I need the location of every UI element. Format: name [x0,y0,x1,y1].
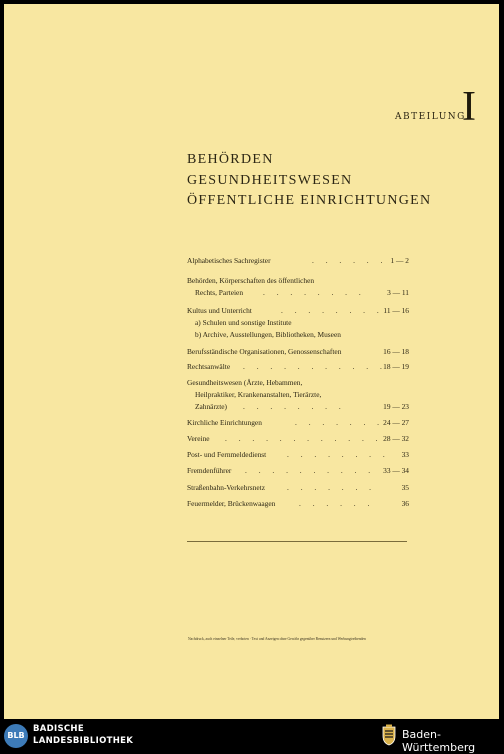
toc-entry-label: Zahnärzte) [195,402,228,411]
toc-leader-dots: . . . . . . . [287,483,377,492]
toc-entry-label: Alphabetisches Sachregister [187,256,271,265]
toc-leader-dots: . . . . . . . . . . . [243,362,387,371]
toc-entry-label: Fremdenführer [187,466,232,475]
toc-leader-dots: . . . . . . . . [281,306,384,315]
title-line-1: BEHÖRDEN [187,152,274,167]
toc-entry-label: Feuermelder, Brückenwaagen [187,499,276,508]
toc-entry-label: Straßenbahn-Verkehrsnetz [187,483,265,492]
horizontal-divider [187,541,407,542]
toc-page-range: 16 — 18 [383,347,409,356]
library-name-line-2: LANDESBIBLIOTHEK [33,736,134,746]
library-name-line-1: BADISCHE [33,724,84,734]
toc-page-range: 11 — 16 [383,306,409,315]
toc-entry-label: Behörden, Körperschaften des öffentlichen [187,276,315,285]
toc-entry-label: Gesundheitswesen (Ärzte, Hebammen, [187,378,303,387]
toc-page-range: 18 — 19 [383,362,409,371]
title-line-3: ÖFFENTLICHE EINRICHTUNGEN [187,193,432,208]
toc-page-range: 24 — 27 [383,418,409,427]
division-label: ABTEILUNG [395,112,466,122]
toc-entry-label: Kultus und Unterricht [187,306,252,315]
toc-page-range: 36 [401,499,409,508]
toc-leader-dots: . . . . . . . . [287,450,390,459]
toc-leader-dots: . . . . . . . . . . [245,466,376,475]
blb-logo-icon[interactable]: BLB [4,724,28,748]
toc-entry-label: a) Schulen und sonstige Institute [195,318,292,327]
toc-page-range: 19 — 23 [383,402,409,411]
toc-entry-label: Kirchliche Einrichtungen [187,418,262,427]
baden-wuerttemberg-crest-icon [381,724,397,746]
toc-entry-label: Rechtsanwälte [187,362,231,371]
toc-leader-dots: . . . . . . [299,499,375,508]
copyright-footnote: Nachdruck, auch einzelner Teile, verboten · Text und Anzeigen ohne Gewähr gegenüber Benutzern und Werbungtreibenden [188,637,366,641]
title-line-2: GESUNDHEITSWESEN [187,173,353,188]
toc-leader-dots: . . . . . . [312,256,388,265]
state-name: Baden-Württemberg [402,728,476,754]
toc-entry-label: Vereine [187,434,210,443]
toc-page-range: 1 — 2 [390,256,409,265]
toc-page-range: 33 [401,450,409,459]
toc-page-range: 35 [401,483,409,492]
toc-leader-dots: . . . . . . . . [263,288,366,297]
toc-leader-dots: . . . . . . . [295,418,385,427]
toc-entry-label: Heilpraktiker, Krankenanstalten, Tierärzte, [195,390,322,399]
toc-entry-label: Rechts, Parteien [195,288,244,297]
division-number: I [462,84,476,130]
toc-page-range: 33 — 34 [383,466,409,475]
toc-entry-label: b) Archive, Ausstellungen, Bibliotheken, Museen [195,330,341,339]
toc-page-range: 3 — 11 [387,288,409,297]
toc-leader-dots: . . . . . . . . . . . . [225,434,383,443]
toc-entry-label: Post- und Fernmeldedienst [187,450,267,459]
toc-entry-label: Berufsständische Organisationen, Genossenschaften [187,347,342,356]
toc-leader-dots: . . . . . . . . [243,402,346,411]
toc-page-range: 28 — 32 [383,434,409,443]
